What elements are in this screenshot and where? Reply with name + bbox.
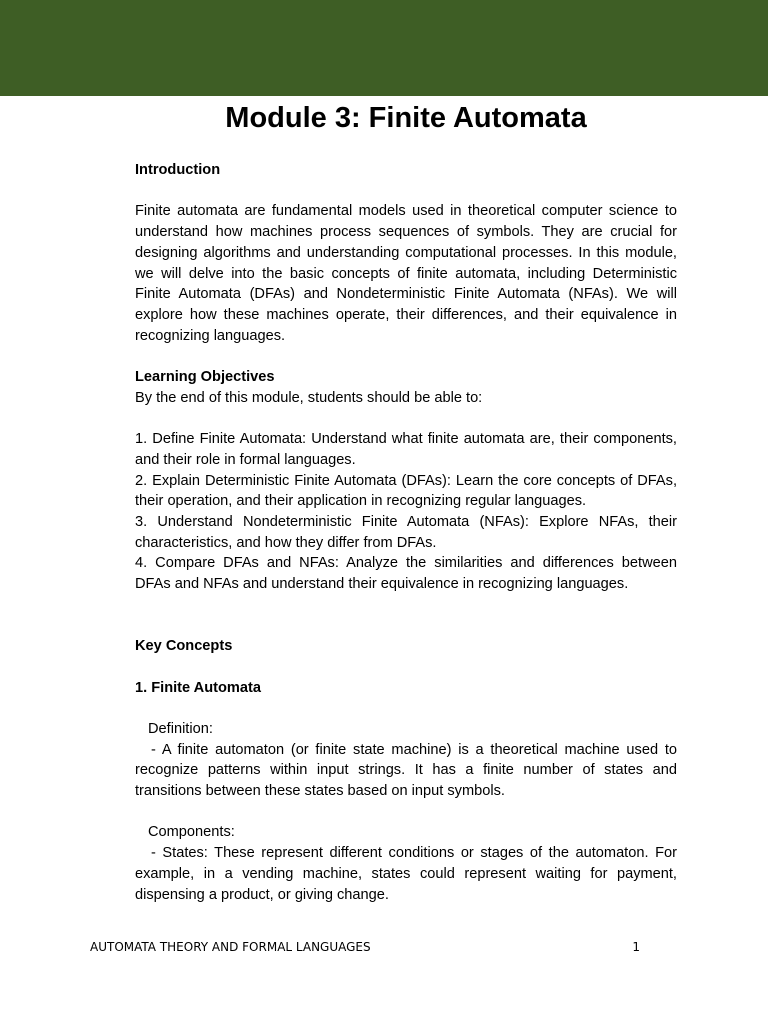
document-body	[135, 160, 677, 905]
objective-item: 1. Define Finite Automata: Understand what finite automata are, their components, and their role in formal languages.	[135, 431, 677, 468]
introduction-paragraph: Finite automata are fundamental models used in theoretical computer science to understand how machines process sequences of symbols. They are crucial for designing algorithms and understanding computational processes. In this module, we will delve into the basic concepts of finite automata, including Deterministic Finite Automata (DFAs) and Nondeterministic Finite Automata (NFAs). We will explore how these machines operate, their differences, and their equivalence in recognizing languages.	[135, 203, 677, 344]
components-paragraph: - States: These represent different conditions or stages of the automaton. For example, in a vending machine, states could represent waiting for payment, dispensing a product, or giving change.	[135, 845, 677, 903]
page-title: Module 3: Finite Automata	[225, 102, 587, 134]
introduction-heading: Introduction	[135, 162, 221, 178]
footer-page-number: 1	[632, 940, 640, 954]
objectives-heading: Learning Objectives	[135, 369, 275, 385]
definition-paragraph: - A finite automaton (or finite state machine) is a theoretical machine used to recognize patterns within input strings. It has a finite number of states and transitions between these states based on input symbols.	[135, 741, 677, 799]
objective-item: 4. Compare DFAs and NFAs: Analyze the similarities and differences between DFAs and NFAs and understand their equivalence in recognizing languages.	[135, 555, 677, 593]
objective-item: 2. Explain Deterministic Finite Automata (DFAs): Learn the core concepts of DFAs, their operation, and their application in recognizing regular languages.	[135, 472, 677, 510]
finite-automata-heading: 1. Finite Automata	[135, 679, 261, 696]
objective-item: 3. Understand Nondeterministic Finite Automata (NFAs): Explore NFAs, their characteristics, and how they differ from DFAs.	[135, 513, 677, 551]
objectives-lead: By the end of this module, students should be able to:	[135, 389, 483, 406]
components-label: Components:	[148, 824, 235, 841]
header-band	[0, 0, 768, 96]
page-footer	[90, 938, 640, 956]
definition-label: Definition:	[148, 720, 213, 737]
footer-course-title: AUTOMATA THEORY AND FORMAL LANGUAGES	[90, 940, 371, 954]
key-concepts-heading: Key Concepts	[135, 638, 233, 655]
